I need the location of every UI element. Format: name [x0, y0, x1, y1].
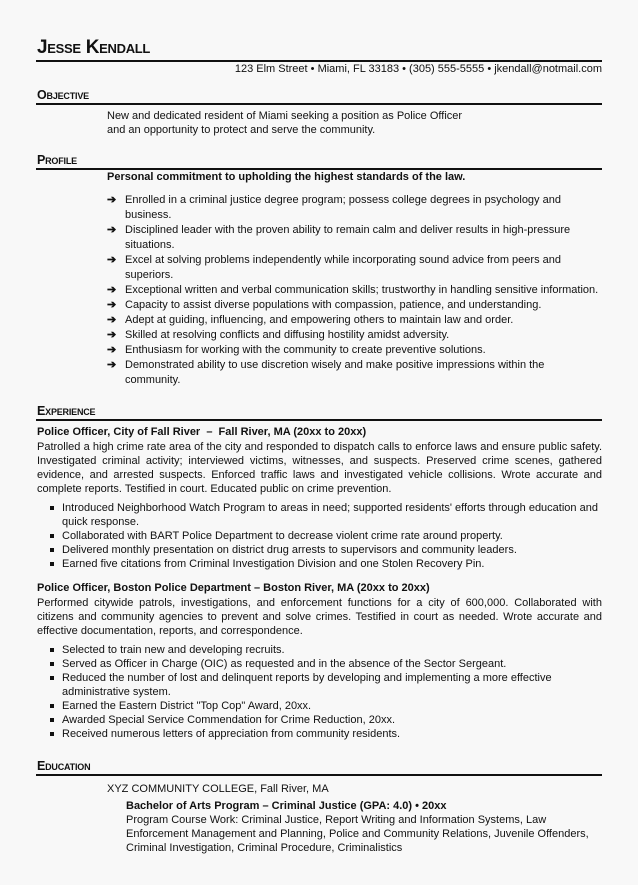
- list-item: [107, 283, 602, 298]
- list-item: [37, 713, 602, 727]
- list-item-text: Selected to train new and developing recruits.: [62, 644, 285, 656]
- coursework: Program Course Work: Criminal Justice, Report Writing and Information Systems, Law Enforcement Management and Planning, Police and Community Relations, Juvenile Offenders, Criminal Investigation, Criminal Procedure, Criminalistics: [126, 814, 589, 854]
- list-item: [107, 358, 602, 388]
- list-item: [37, 671, 602, 699]
- education-heading: Education: [37, 759, 91, 773]
- objective-line: and an opportunity to protect and serve the community.: [107, 124, 376, 136]
- list-item: [107, 298, 602, 313]
- arrow-bullet-icon: ➔: [107, 254, 117, 266]
- experience-section: [37, 404, 602, 741]
- list-item-text: Enthusiasm for working with the community to create preventive solutions.: [125, 344, 486, 356]
- square-bullet-icon: [50, 676, 54, 680]
- list-item: [107, 313, 602, 328]
- square-bullet-icon: [50, 662, 54, 666]
- list-item: [37, 699, 602, 713]
- arrow-bullet-icon: ➔: [107, 224, 117, 236]
- list-item: [37, 727, 602, 741]
- list-item-text: Reduced the number of lost and delinquent reports by developing and implementing a more effective administrative system.: [62, 672, 552, 698]
- job-entry: [37, 425, 602, 571]
- arrow-bullet-icon: ➔: [107, 284, 117, 296]
- objective-section: [37, 88, 602, 137]
- degree: Bachelor of Arts Program – Criminal Justice (GPA: 4.0) • 20xx: [126, 800, 447, 812]
- profile-summary: Personal commitment to upholding the highest standards of the law.: [107, 171, 466, 183]
- contact-info: 123 Elm Street • Miami, FL 33183 • (305) 555-5555 • jkendall@notmail.com: [234, 63, 602, 75]
- list-item-text: Disciplined leader with the proven ability to remain calm and deliver results in high-pressure situations.: [125, 224, 571, 251]
- objective-line: New and dedicated resident of Miami seeking a position as Police Officer: [107, 110, 463, 122]
- divider: [36, 419, 602, 421]
- divider: [36, 103, 602, 105]
- square-bullet-icon: [50, 718, 54, 722]
- list-item: [37, 557, 602, 571]
- list-item: [37, 501, 602, 529]
- candidate-name: Jesse Kendall: [37, 37, 151, 58]
- list-item-text: Enrolled in a criminal justice degree program; possess college degrees in psychology and business.: [125, 194, 561, 221]
- job-description: Performed citywide patrols, investigations, and enforcement functions for a city of 600,000. Collaborated with citizens and community agencies to prevent and solve crimes. Testified in court as needed. Wrote accurate and effective documentation, reports, and correspondence.: [37, 597, 602, 637]
- list-item-text: Skilled at resolving conflicts and diffusing hostility amidst adversity.: [125, 329, 450, 341]
- list-item: [37, 529, 602, 543]
- list-item-text: Introduced Neighborhood Watch Program to areas in need; supported residents' efforts through education and quick response.: [62, 502, 598, 528]
- job-bullets: [37, 643, 602, 741]
- square-bullet-icon: [50, 648, 54, 652]
- list-item-text: Demonstrated ability to use discretion wisely and make positive impressions within the community.: [125, 359, 545, 386]
- job-description: Patrolled a high crime rate area of the city and responded to dispatch calls to enforce laws and ensure public safety. Investigated criminal activity; interviewed victims, witnesses, and suspects. Preserved crime scenes, gathered evidence, and arrested suspects. Enforced traffic laws and investigated vehicle collisions. Wrote accurate and complete reports. Testified in court. Educated public on crime prevention.: [37, 441, 602, 495]
- list-item: [37, 543, 602, 557]
- list-item: [107, 343, 602, 358]
- square-bullet-icon: [50, 506, 54, 510]
- list-item-text: Delivered monthly presentation on district drug arrests to supervisors and community leaders.: [62, 544, 517, 556]
- list-item-text: Served as Officer in Charge (OIC) as requested and in the absence of the Sector Sergeant.: [62, 658, 507, 670]
- arrow-bullet-icon: ➔: [107, 329, 117, 341]
- arrow-bullet-icon: ➔: [107, 359, 117, 371]
- list-item: [37, 643, 602, 657]
- education-section: [37, 759, 602, 855]
- profile-list: [107, 193, 602, 388]
- job-bullets: [37, 501, 602, 571]
- job-title: Police Officer, City of Fall River – Fall River, MA (20xx to 20xx): [37, 426, 367, 438]
- list-item-text: Earned five citations from Criminal Investigation Division and one Stolen Recovery Pin.: [62, 558, 485, 570]
- list-item-text: Adept at guiding, influencing, and empowering others to maintain law and order.: [125, 314, 514, 326]
- square-bullet-icon: [50, 704, 54, 708]
- square-bullet-icon: [50, 534, 54, 538]
- job-entry: [37, 581, 602, 741]
- job-title: Police Officer, Boston Police Department – Boston River, MA (20xx to 20xx): [37, 582, 430, 594]
- list-item-text: Received numerous letters of appreciation from community residents.: [62, 728, 401, 740]
- profile-heading: Profile: [37, 153, 77, 167]
- objective-text: [107, 109, 602, 137]
- list-item-text: Awarded Special Service Commendation for Crime Reduction, 20xx.: [62, 714, 396, 726]
- square-bullet-icon: [50, 732, 54, 736]
- list-item-text: Excel at solving problems independently while incorporating sound advice from peers and superiors.: [125, 254, 561, 281]
- square-bullet-icon: [50, 562, 54, 566]
- profile-section: [37, 153, 602, 388]
- school: XYZ COMMUNITY COLLEGE, Fall River, MA: [107, 783, 329, 795]
- objective-heading: Objective: [37, 88, 89, 102]
- list-item-text: Collaborated with BART Police Department to decrease violent crime rate around property.: [62, 530, 503, 542]
- divider: [36, 774, 602, 776]
- arrow-bullet-icon: ➔: [107, 194, 117, 206]
- list-item-text: Capacity to assist diverse populations with compassion, patience, and understanding.: [125, 299, 542, 311]
- list-item-text: Earned the Eastern District "Top Cop" Award, 20xx.: [62, 700, 312, 712]
- list-item: [107, 223, 602, 253]
- list-item: [107, 193, 602, 223]
- experience-heading: Experience: [37, 404, 96, 418]
- arrow-bullet-icon: ➔: [107, 299, 117, 311]
- arrow-bullet-icon: ➔: [107, 314, 117, 326]
- square-bullet-icon: [50, 548, 54, 552]
- list-item: [107, 328, 602, 343]
- list-item-text: Exceptional written and verbal communication skills; trustworthy in handling sensitive information.: [125, 284, 599, 296]
- arrow-bullet-icon: ➔: [107, 344, 117, 356]
- list-item: [37, 657, 602, 671]
- list-item: [107, 253, 602, 283]
